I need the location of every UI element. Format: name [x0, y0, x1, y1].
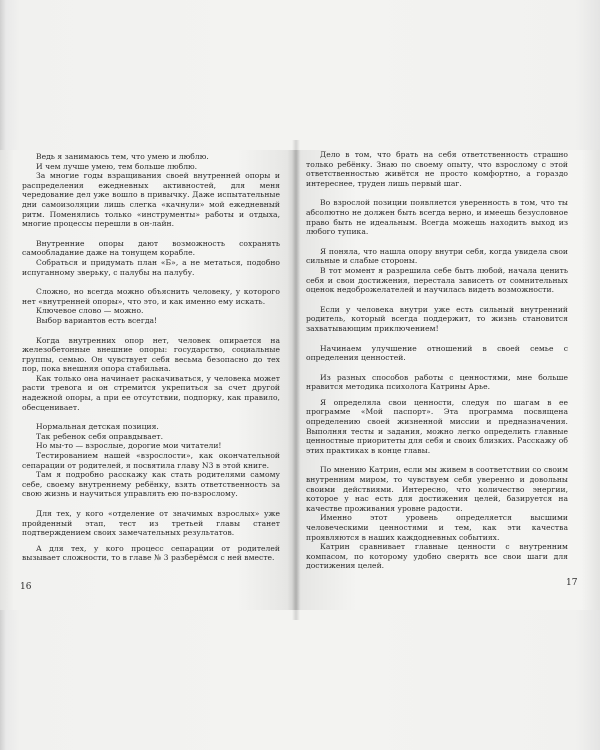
paragraph: Ключевое слово — можно. [36, 306, 144, 316]
paragraph: Для тех, у кого «отделение от значимых взрослых» уже пройденный этап, тест из третьей главы станет подтверждением своих замечательных результатов. [22, 509, 280, 538]
paragraph: Но мы-то — взрослые, дорогие мои читатели! [36, 441, 222, 451]
book-gutter [292, 140, 300, 620]
paragraph: В тот момент я разрешила себе быть любой, начала ценить себя и свои достижения, перестала зависеть от сомнительных оценок недоброжелателей и научилась видеть возможности. [306, 265, 568, 295]
paragraph: Из разных способов работы с ценностями, мне больше нравится методика психолога Катрины Арье. [306, 372, 568, 392]
paragraph: Когда внутренних опор нет, человек опирается на железобетонные внешние опоры: государство, социальные группы, семью. Он чувствует себя весьма безопасно до тех пор, пока внешняя опора стабильна. [22, 335, 280, 374]
paragraph: По мнению Катрин, если мы живем в соответствии со своим внутренним миром, то чувствуем себя уверенно и довольны своими действиями. Интересно, что количество энергии, которое у нас есть для достижения целей, базируется на качестве проживания уровне радости. [306, 465, 568, 513]
paragraph: Так ребенок себя оправдывает. [36, 431, 163, 441]
paragraph: Как только она начинает раскачиваться, у человека может расти тревога и он стремится укрепиться за счет другой надежной опоры, а при ее отсутствии, подпорку, как правило, обесценивает. [22, 373, 280, 412]
paragraph: Выбор вариантов есть всегда! [36, 315, 158, 325]
paragraph: Катрин сравнивает главные ценности с внутренним компасом, по которому удобно сверять все свои шаги для достижения целей. [306, 542, 568, 571]
right-page-text [306, 150, 568, 571]
paragraph: А для тех, у кого процесс сепарации от родителей вызывает сложности, то в главе № 3 разберёмся с ней вместе. [22, 543, 280, 563]
paragraph: Я поняла, что нашла опору внутри себя, когда увидела свои сильные и слабые стороны. [306, 246, 568, 266]
paragraph: Если у человека внутри уже есть сильный внутренний родитель, который всегда поддержит, то жизнь становится захватывающим приключением! [306, 304, 568, 333]
page-number-right: 17 [566, 578, 578, 588]
paragraph: Там я подробно расскажу как стать родителями самому себе, своему внутреннему ребёнку, взять ответственность за свою жизнь и научиться управлять ею по-взрослому. [22, 470, 280, 499]
paragraph: Сложно, но всегда можно объяснить человеку, у которого нет «внутренней опоры», что это, и как именно ему искать. [22, 287, 280, 306]
paragraph: Я определяла свои ценности, следуя по шагам в ее программе «Мой паспорт». Эта программа посвящена определению своей жизненной миссии и предназначения. Выполняя тесты и задания, можно легко определить главные ценностные приоритеты для себя и своих близких. Расскажу об этих практиках в конце главы. [306, 397, 568, 455]
paragraph: Внутренние опоры дают возможность сохранять самообладание даже на тонущем корабле. [22, 238, 280, 258]
page-number-left: 16 [20, 582, 32, 592]
paragraph: Именно этот уровень определяется высшими человеческими ценностями и тем, как эти качества проявляются в наших каждодневных событиях. [306, 513, 568, 542]
left-page-text [22, 152, 280, 563]
paragraph: Дело в том, что брать на себя ответственность страшно только ребёнку. Знаю по своему опыту, что взрослому с этой ответственностью живётся не просто комфортно, а гораздо интереснее, труден лишь первый шаг. [306, 150, 568, 188]
paragraph: Начинаем улучшение отношений в своей семье с определения ценностей. [306, 343, 568, 363]
paragraph: Тестированием нашей «взрослости», как окончательной сепарации от родителей, я посвятила главу N3 в этой книге. [22, 451, 280, 470]
paragraph: И чем лучше умею, тем больше люблю. [36, 161, 198, 171]
paragraph: Во взрослой позиции появляется уверенность в том, что ты абсолютно не должен быть всегда верно, и имеешь безусловное право быть не идеальным. Всегда можешь находить выход из любого тупика. [306, 198, 568, 237]
paragraph: Нормальная детская позиция. [36, 422, 159, 432]
paragraph: Собраться и придумать план «Б», а не метаться, подобно испуганному зверьку, с палубы на палубу. [22, 257, 280, 277]
paragraph: Ведь я занимаюсь тем, что умею и люблю. [36, 152, 209, 161]
paragraph: За многие годы взращивания своей внутренней опоры и распределения ежедневных активностей, для меня чередование дел уже вошло в привычку. Даже испытательные дни самоизоляции лишь слегка «качнули» мой ежедневный ритм. Поменялись только «инструменты» работы и отдыха, многие процессы перешли в он-лайн. [22, 171, 280, 229]
